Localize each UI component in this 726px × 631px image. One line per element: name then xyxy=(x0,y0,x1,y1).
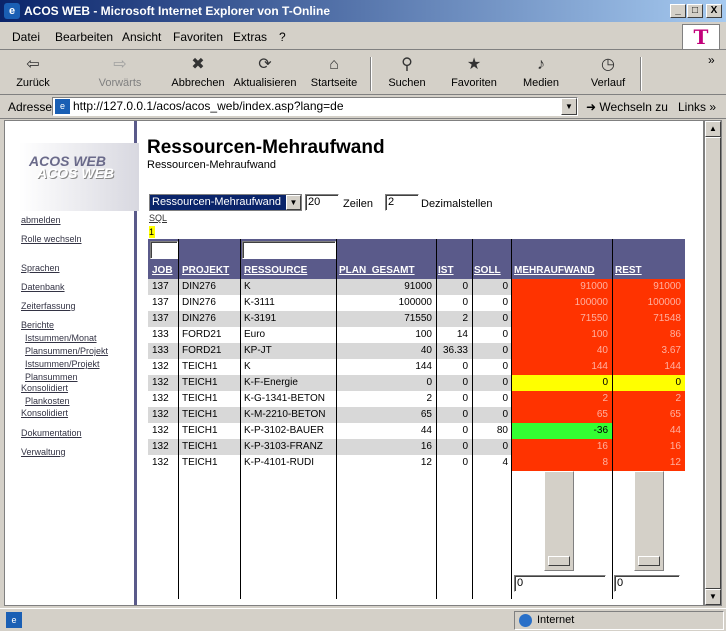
column-divider xyxy=(178,239,179,599)
go-arrow-icon: ➜ xyxy=(586,100,597,114)
scroll-thumb[interactable] xyxy=(705,137,721,589)
filter-ressource-input[interactable] xyxy=(242,241,336,259)
cell-soll: 0 xyxy=(502,345,508,356)
refresh-button[interactable]: ⟳ Aktualisieren xyxy=(233,56,297,89)
slider-knob[interactable] xyxy=(638,556,660,566)
media-button[interactable]: ♪ Medien xyxy=(522,56,560,89)
column-divider xyxy=(240,239,241,599)
cell-plan-gesamt: 0 xyxy=(426,377,432,388)
table-row xyxy=(148,375,685,391)
cell-projekt: TEICH1 xyxy=(182,361,218,372)
links-button[interactable]: Links » xyxy=(678,100,717,114)
cell-job: 133 xyxy=(152,329,169,340)
home-icon: ⌂ xyxy=(329,56,339,73)
cell-mehraufwand: 100000 xyxy=(574,297,608,308)
page-marker: 1 xyxy=(149,227,155,237)
toolbar-separator xyxy=(370,57,372,91)
page-icon: e xyxy=(55,99,70,114)
column-divider xyxy=(511,239,512,599)
cell-ist: 0 xyxy=(462,425,468,436)
cell-ist: 0 xyxy=(462,409,468,420)
nav-sprachen[interactable]: Sprachen xyxy=(21,263,60,273)
cell-projekt: FORD21 xyxy=(182,345,222,356)
cell-mehraufwand: 40 xyxy=(596,345,608,356)
cell-ist: 14 xyxy=(456,329,468,340)
nav-abmelden[interactable]: abmelden xyxy=(21,215,61,225)
history-icon: ◷ xyxy=(601,56,615,73)
close-button[interactable]: X xyxy=(706,4,722,18)
cell-plan-gesamt: 71550 xyxy=(404,313,432,324)
nav-dokumentation[interactable]: Dokumentation xyxy=(21,428,82,438)
cell-soll: 0 xyxy=(502,409,508,420)
table-row xyxy=(148,455,685,471)
ie-icon: e xyxy=(4,3,20,19)
col-projekt[interactable]: PROJEKT xyxy=(182,265,230,276)
cell-rest: 2 xyxy=(675,393,681,404)
mehraufwand-slider[interactable] xyxy=(544,471,574,571)
table-row xyxy=(148,327,685,343)
cell-rest: 71548 xyxy=(653,313,681,324)
search-icon: ⚲ xyxy=(401,56,413,73)
nav-konsolidiert[interactable]: Konsolidiert xyxy=(21,383,69,393)
decimals-label: Dezimalstellen xyxy=(421,198,493,210)
data-table xyxy=(148,239,685,599)
nav-plansummen-projekt[interactable]: Plansummen/Projekt xyxy=(25,346,109,356)
stop-button[interactable]: ✖ Abbrechen xyxy=(171,56,225,89)
cell-soll: 0 xyxy=(502,393,508,404)
status-bar xyxy=(0,608,726,631)
cell-job: 132 xyxy=(152,393,169,404)
cell-ressource: K xyxy=(244,281,251,292)
cell-plan-gesamt: 91000 xyxy=(404,281,432,292)
table-row xyxy=(148,391,685,407)
table-row xyxy=(148,311,685,327)
cell-job: 133 xyxy=(152,345,169,356)
window-title: ACOS WEB - Microsoft Internet Explorer von T-Online xyxy=(24,4,331,18)
history-button[interactable]: ◷ Verlauf xyxy=(590,56,626,89)
col-job[interactable]: JOB xyxy=(152,265,173,276)
cell-soll: 0 xyxy=(502,297,508,308)
cell-rest: 86 xyxy=(669,329,681,340)
cell-projekt: TEICH1 xyxy=(182,409,218,420)
column-divider xyxy=(336,239,337,599)
cell-ist: 0 xyxy=(462,393,468,404)
page-title: Ressourcen-Mehraufwand xyxy=(147,137,385,158)
search-button[interactable]: ⚲ Suchen xyxy=(388,56,426,89)
cell-mehraufwand: 144 xyxy=(591,361,608,372)
cell-mehraufwand: 0 xyxy=(602,377,608,388)
cell-job: 132 xyxy=(152,377,169,388)
cell-plan-gesamt: 12 xyxy=(420,457,432,468)
table-row xyxy=(148,423,685,439)
cell-mehraufwand: 100 xyxy=(591,329,608,340)
forward-arrow-icon: ⇨ xyxy=(113,56,127,73)
vertical-scrollbar[interactable] xyxy=(704,120,722,606)
cell-ressource: K-P-4101-RUDI xyxy=(244,457,315,468)
scroll-down-icon[interactable]: ▼ xyxy=(705,589,721,605)
cell-ressource: KP-JT xyxy=(244,345,272,356)
column-divider xyxy=(472,239,473,599)
cell-soll: 4 xyxy=(502,457,508,468)
menu-ansicht[interactable]: Ansicht xyxy=(122,30,162,44)
cell-mehraufwand: 8 xyxy=(602,457,608,468)
favorites-icon: ★ xyxy=(466,56,482,73)
cell-ressource: K-P-3102-BAUER xyxy=(244,425,325,436)
cell-plan-gesamt: 44 xyxy=(420,425,432,436)
cell-plan-gesamt: 16 xyxy=(420,441,432,452)
cell-soll: 0 xyxy=(502,313,508,324)
rest-slider[interactable] xyxy=(634,471,664,571)
col-ressource[interactable]: RESSOURCE xyxy=(244,265,308,276)
report-select[interactable]: Ressourcen-Mehraufwand ▼ xyxy=(149,194,302,211)
cell-rest: 0 xyxy=(675,377,681,388)
cell-plan-gesamt: 2 xyxy=(426,393,432,404)
column-divider xyxy=(612,239,613,599)
cell-plan-gesamt: 100 xyxy=(415,329,432,340)
mehraufwand-filter-input[interactable]: 0 xyxy=(514,575,606,592)
security-zone: Internet xyxy=(514,611,724,630)
rows-input[interactable]: 20 xyxy=(305,194,339,211)
cell-rest: 44 xyxy=(669,425,681,436)
decimals-input[interactable]: 2 xyxy=(385,194,419,211)
nav-verwaltung[interactable]: Verwaltung xyxy=(21,447,66,457)
cell-job: 137 xyxy=(152,281,169,292)
cell-projekt: DIN276 xyxy=(182,281,216,292)
cell-mehraufwand: 65 xyxy=(596,409,608,420)
cell-job: 132 xyxy=(152,425,169,436)
cell-rest: 16 xyxy=(669,441,681,452)
page-content xyxy=(4,120,704,606)
cell-ist: 0 xyxy=(462,441,468,452)
cell-rest: 144 xyxy=(664,361,681,372)
col-rest[interactable]: REST xyxy=(615,265,642,276)
table-row xyxy=(148,343,685,359)
sidebar xyxy=(5,121,137,606)
cell-projekt: TEICH1 xyxy=(182,441,218,452)
cell-job: 137 xyxy=(152,313,169,324)
cell-mehraufwand: 71550 xyxy=(580,313,608,324)
column-divider xyxy=(436,239,437,599)
media-icon: ♪ xyxy=(537,56,545,73)
cell-ist: 0 xyxy=(462,457,468,468)
maximize-button[interactable]: □ xyxy=(687,4,703,18)
cell-ressource: K-F-Energie xyxy=(244,377,298,388)
cell-rest: 100000 xyxy=(647,297,681,308)
rows-label: Zeilen xyxy=(343,198,373,210)
cell-ressource: K-P-3103-FRANZ xyxy=(244,441,323,452)
cell-mehraufwand: 16 xyxy=(596,441,608,452)
nav-istsummen-monat[interactable]: Istsummen/Monat xyxy=(25,333,97,343)
cell-soll: 0 xyxy=(502,377,508,388)
cell-ist: 0 xyxy=(462,361,468,372)
col-mehraufwand[interactable]: MEHRAUFWAND xyxy=(514,265,595,276)
cell-soll: 0 xyxy=(502,281,508,292)
table-row xyxy=(148,439,685,455)
cell-ist: 0 xyxy=(462,281,468,292)
menu-datei[interactable]: Datei xyxy=(12,30,41,44)
menu-help[interactable]: ? xyxy=(279,30,286,44)
cell-rest: 12 xyxy=(669,457,681,468)
cell-soll: 0 xyxy=(502,441,508,452)
nav-berichte[interactable]: Berichte xyxy=(21,320,55,330)
globe-icon xyxy=(519,614,532,627)
cell-plan-gesamt: 40 xyxy=(420,345,432,356)
sql-link[interactable]: SQL xyxy=(149,213,168,223)
address-label: Adresse xyxy=(8,100,53,114)
cell-projekt: FORD21 xyxy=(182,329,222,340)
address-dropdown-icon[interactable]: ▼ xyxy=(561,98,577,115)
cell-projekt: TEICH1 xyxy=(182,457,218,468)
nav-datenbank[interactable]: Datenbank xyxy=(21,282,65,292)
cell-soll: 0 xyxy=(502,361,508,372)
stop-icon: ✖ xyxy=(191,56,205,73)
forward-button[interactable]: ⇨ Vorwärts xyxy=(98,56,142,89)
report-area xyxy=(145,121,704,606)
cell-projekt: TEICH1 xyxy=(182,377,218,388)
cell-ressource: K-G-1341-BETON xyxy=(244,393,325,404)
slider-knob[interactable] xyxy=(548,556,570,566)
scroll-up-icon[interactable]: ▲ xyxy=(705,121,721,137)
menu-bar xyxy=(0,22,726,50)
col-ist[interactable]: IST xyxy=(438,265,454,276)
nav-plankosten[interactable]: Plankosten xyxy=(25,396,70,406)
cell-job: 137 xyxy=(152,297,169,308)
cell-projekt: TEICH1 xyxy=(182,425,218,436)
cell-rest: 65 xyxy=(669,409,681,420)
cell-soll: 0 xyxy=(502,329,508,340)
back-arrow-icon: ⇦ xyxy=(26,56,40,73)
window-titlebar xyxy=(0,0,726,22)
t-online-logo: T xyxy=(682,24,720,50)
cell-job: 132 xyxy=(152,441,169,452)
filter-job-input[interactable] xyxy=(150,241,178,259)
cell-rest: 91000 xyxy=(653,281,681,292)
home-button[interactable]: ⌂ Startseite xyxy=(310,56,358,89)
acos-logo: ACOS WEB ACOS WEB xyxy=(19,143,139,211)
favorites-button[interactable]: ★ Favoriten xyxy=(451,56,497,89)
back-button[interactable]: ⇦ Zurück xyxy=(16,56,50,89)
table-row xyxy=(148,279,685,295)
cell-projekt: DIN276 xyxy=(182,297,216,308)
table-row xyxy=(148,407,685,423)
cell-plan-gesamt: 100000 xyxy=(398,297,432,308)
nav-konsolidiert-2[interactable]: Konsolidiert xyxy=(21,408,69,418)
table-row xyxy=(148,359,685,375)
table-row xyxy=(148,295,685,311)
menu-extras[interactable]: Extras xyxy=(233,30,268,44)
col-plan-gesamt[interactable]: PLAN_GESAMT xyxy=(339,265,415,276)
chevron-down-icon[interactable]: ▼ xyxy=(286,195,301,210)
cell-ressource: Euro xyxy=(244,329,266,340)
toolbar-separator xyxy=(640,57,642,91)
rest-filter-input[interactable]: 0 xyxy=(614,575,680,592)
menu-favoriten[interactable]: Favoriten xyxy=(173,30,224,44)
page-subtitle: Ressourcen-Mehraufwand xyxy=(147,159,277,171)
cell-ressource: K-3111 xyxy=(244,297,275,308)
address-bar xyxy=(0,95,726,119)
cell-soll: 80 xyxy=(496,425,508,436)
nav-plansummen[interactable]: Plansummen xyxy=(25,372,78,382)
nav-zeiterfassung[interactable]: Zeiterfassung xyxy=(21,301,76,311)
cell-projekt: TEICH1 xyxy=(182,393,218,404)
cell-projekt: DIN276 xyxy=(182,313,216,324)
cell-ressource: K-3191 xyxy=(244,313,277,324)
menu-bearbeiten[interactable]: Bearbeiten xyxy=(55,30,114,44)
cell-ist: 2 xyxy=(462,313,468,324)
page-status-icon: e xyxy=(6,612,22,628)
cell-mehraufwand: 2 xyxy=(602,393,608,404)
cell-ist: 36.33 xyxy=(442,345,468,356)
cell-plan-gesamt: 144 xyxy=(415,361,432,372)
col-soll[interactable]: SOLL xyxy=(474,265,501,276)
go-button[interactable]: ➜ Wechseln zu xyxy=(586,100,668,114)
cell-job: 132 xyxy=(152,457,169,468)
toolbar-more-icon[interactable]: » xyxy=(708,53,715,67)
nav-rolle-wechseln[interactable]: Rolle wechseln xyxy=(21,234,82,244)
cell-ressource: K xyxy=(244,361,251,372)
cell-job: 132 xyxy=(152,409,169,420)
nav-istsummen-projekt[interactable]: Istsummen/Projekt xyxy=(25,359,100,369)
cell-ressource: K-M-2210-BETON xyxy=(244,409,326,420)
refresh-icon: ⟳ xyxy=(258,56,272,73)
address-input[interactable]: e http://127.0.0.1/acos/acos_web/index.asp?lang=de ▼ xyxy=(52,97,578,116)
cell-mehraufwand: 91000 xyxy=(580,281,608,292)
minimize-button[interactable]: _ xyxy=(670,4,686,18)
cell-ist: 0 xyxy=(462,297,468,308)
cell-job: 132 xyxy=(152,361,169,372)
toolbar xyxy=(0,51,726,95)
cell-ist: 0 xyxy=(462,377,468,388)
cell-rest: 3.67 xyxy=(661,345,681,356)
cell-plan-gesamt: 65 xyxy=(420,409,432,420)
cell-mehraufwand: -36 xyxy=(593,425,608,436)
